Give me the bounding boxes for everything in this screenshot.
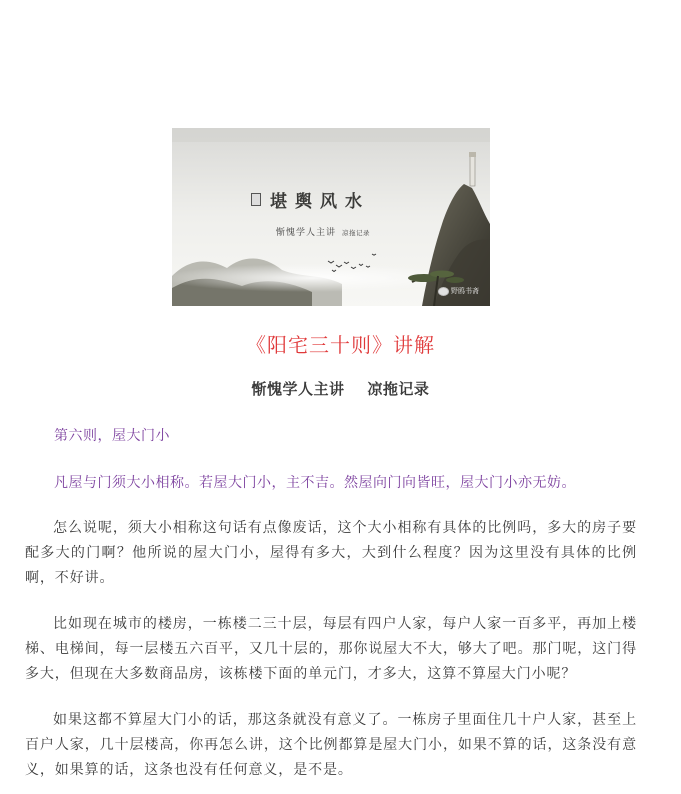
banner-subtitle bbox=[276, 225, 370, 238]
article-byline: 惭愧学人主讲 凉拖记录 bbox=[251, 380, 430, 398]
rule-text: 凡屋与门须大小相称。若屋大门小，主不吉。然屋向门向皆旺，屋大门小亦无妨。 bbox=[54, 475, 576, 491]
rule-heading: 第六则，屋大门小 bbox=[54, 428, 170, 444]
wechat-icon bbox=[438, 287, 449, 296]
watermark-text: 野鸥书斋 bbox=[451, 287, 479, 295]
commentary-paragraph: 比如现在城市的楼房，一栋楼二三十层，每层有四户人家，每户人家一百多平，再加上楼梯、电梯间，每一层楼五六百平，又几十层的，那你说屋大不大，够大了吧。那门呢，这门得多大，但现在大多数商品房，该栋楼下面的单元门，才多大，这算不算屋大门小呢？ bbox=[25, 616, 637, 682]
banner-image bbox=[172, 128, 490, 306]
commentary-paragraph: 怎么说呢，须大小相称这句话有点像废话，这个大小相称有具体的比例吗，多大的房子要配多大的门啊？他所说的屋大门小，屋得有多大，大到什么程度？因为这里没有具体的比例啊，不好讲。 bbox=[25, 520, 637, 586]
banner-watermark bbox=[438, 286, 479, 296]
commentary-paragraph: 如果这都不算屋大门小的话，那这条就没有意义了。一栋房子里面住几十户人家，甚至上百户人家，几十层楼高，你再怎么讲，这个比例都算是屋大门小，如果不算的话，这条没有意义，如果算的话，这条也没有任何意义，是不是。 bbox=[25, 712, 637, 778]
seal-stamp-icon bbox=[251, 193, 261, 206]
banner-subtitle-main: 惭愧学人主讲 bbox=[276, 228, 337, 238]
article-title: 《阳宅三十则》讲解 bbox=[246, 333, 435, 357]
ink-landscape-illustration bbox=[172, 128, 490, 306]
banner-title: 堪舆风水 bbox=[270, 192, 370, 212]
banner-subtitle-small: 凉拖记录 bbox=[342, 229, 371, 237]
